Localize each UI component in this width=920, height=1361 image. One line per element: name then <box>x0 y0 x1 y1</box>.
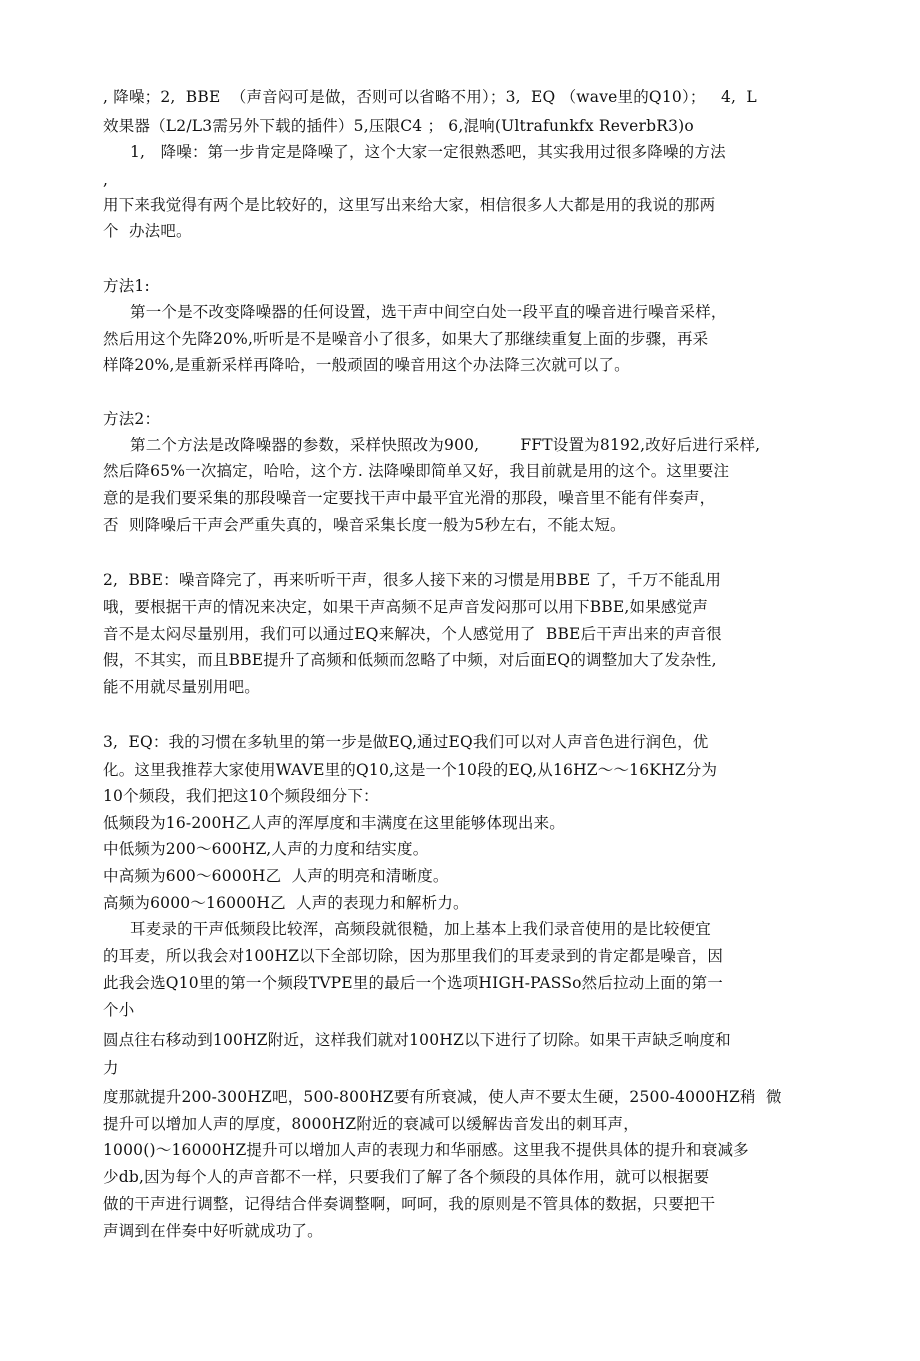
paragraph-line: 用下来我觉得有两个是比较好的，这里写出来给大家，相信很多人大都是用的我说的那两 <box>103 196 716 214</box>
paragraph-line: 假，不其实，而且BBE提升了高频和低频而忽略了中频，对后面EQ的调整加大了发杂性, <box>103 651 717 669</box>
section-3-eq: 3, EQ：我的习惯在多轨里的第一步是做EQ,通过EQ我们可以对人声音色进行润色，优 <box>103 733 709 751</box>
paragraph-line: 第一个是不改变降噪器的任何设置，选干声中间空白处一段平直的噪音进行噪音采样， <box>130 303 727 321</box>
paragraph-line: 音不是太闷尽量别用，我们可以通过EQ来解决，个人感觉用了 BBE后干声出来的声音很 <box>103 625 722 643</box>
paragraph-line: 第二个方法是改降噪器的参数，采样快照改为900, FFT设置为8192,改好后进行采样, <box>130 436 761 454</box>
paragraph-line: 1000()〜16000HZ提升可以增加人声的表现力和华丽感。这里我不提供具体的提升和衰减多 <box>103 1141 749 1159</box>
method-1-heading: 方法1: <box>103 277 150 295</box>
paragraph-line: 少db,因为每个人的声音都不一样，只要我们了解了各个频段的具体作用，就可以根据要 <box>103 1168 710 1186</box>
paragraph-line: 的耳麦，所以我会对100HZ以下全部切除，因为那里我们的耳麦录到的肯定都是噪音，因 <box>103 947 724 965</box>
intro-line: , 降噪；2, BBE （声音闷可是做，否则可以省略不用）；3, EQ （wave里的Q10）； 4, L <box>103 88 757 106</box>
method-2-heading: 方法2： <box>103 410 161 428</box>
paragraph-line: 此我会选Q10里的第一个频段TVPE里的最后一个选项HIGH-PASSo然后拉动上面的第一 <box>103 974 723 992</box>
paragraph-line: 做的干声进行调整，记得结合伴奏调整啊，呵呵，我的原则是不管具体的数据，只要把干 <box>103 1195 716 1213</box>
paragraph-line: 然后降65%一次搞定，哈哈，这个方. 法降噪即简单又好，我目前就是用的这个。这里要注 <box>103 462 730 480</box>
band-low-mid: 中低频为200〜600HZ,人声的力度和结实度。 <box>103 840 429 858</box>
intro-line: 效果器（L2/L3需另外下载的插件）5,压限C4 ； 6,混响(Ultrafunkfx ReverbR3)o <box>103 117 694 135</box>
band-low: 低频段为16-200H乙人声的浑厚度和丰满度在这里能够体现出来。 <box>103 814 565 832</box>
paragraph-line: 个 办法吧。 <box>103 222 192 240</box>
paragraph-line: 哦，要根据干声的情况来决定，如果干声高频不足声音发闷那可以用下BBE,如果感觉声 <box>103 598 709 616</box>
paragraph-line: 能不用就尽量别用吧。 <box>103 678 261 696</box>
paragraph-line: 度那就提升200-300HZ吧，500-800HZ要有所衰减，使人声不要太生硬，2500-4000HZ稍 微 <box>103 1088 782 1106</box>
section-1-heading: 1, 降噪：第一步肯定是降噪了，这个大家一定很熟悉吧，其实我用过很多降噪的方法 <box>130 143 726 161</box>
paragraph-line: 10个频段，我们把这10个频段细分下： <box>103 787 379 805</box>
paragraph-line: 化。这里我推荐大家使用WAVE里的Q10,这是一个10段的EQ,从16HZ〜〜16KHZ分为 <box>103 761 718 779</box>
paragraph-line: 提升可以增加人声的厚度，8000HZ附近的衰减可以缓解齿音发出的刺耳声， <box>103 1115 639 1133</box>
section-2-bbe: 2, BBE：噪音降完了，再来听听干声，很多人接下来的习惯是用BBE 了，千万不能乱用 <box>103 571 722 589</box>
paragraph-line: 耳麦录的干声低频段比较浑，高频段就很糙，加上基本上我们录音使用的是比较便宜 <box>130 920 711 938</box>
paragraph-line: 个小 <box>103 1001 135 1019</box>
paragraph-line: 然后用这个先降20%,听听是不是噪音小了很多，如果大了那继续重复上面的步骤，再采 <box>103 330 709 348</box>
paragraph-line: 否 则降噪后干声会严重失真的，噪音采集长度一般为5秒左右，不能太短。 <box>103 516 626 534</box>
band-high-mid: 中高频为600〜6000H乙 人声的明亮和清晰度。 <box>103 867 449 885</box>
paragraph-line: 力 <box>103 1059 119 1077</box>
paragraph-line: , <box>103 171 109 189</box>
paragraph-line: 意的是我们要采集的那段噪音一定要找干声中最平宜光滑的那段，噪音里不能有伴奏声， <box>103 489 716 507</box>
band-high: 高频为6000〜16000H乙 人声的表现力和解析力。 <box>103 894 469 912</box>
paragraph-line: 圆点往右移动到100HZ附近，这样我们就对100HZ以下进行了切除。如果干声缺乏响度和 <box>103 1031 731 1049</box>
paragraph-line: 样降20%,是重新采样再降哈，一般顽固的噪音用这个办法降三次就可以了。 <box>103 356 630 374</box>
paragraph-line: 声调到在伴奏中好听就成功了。 <box>103 1222 323 1240</box>
